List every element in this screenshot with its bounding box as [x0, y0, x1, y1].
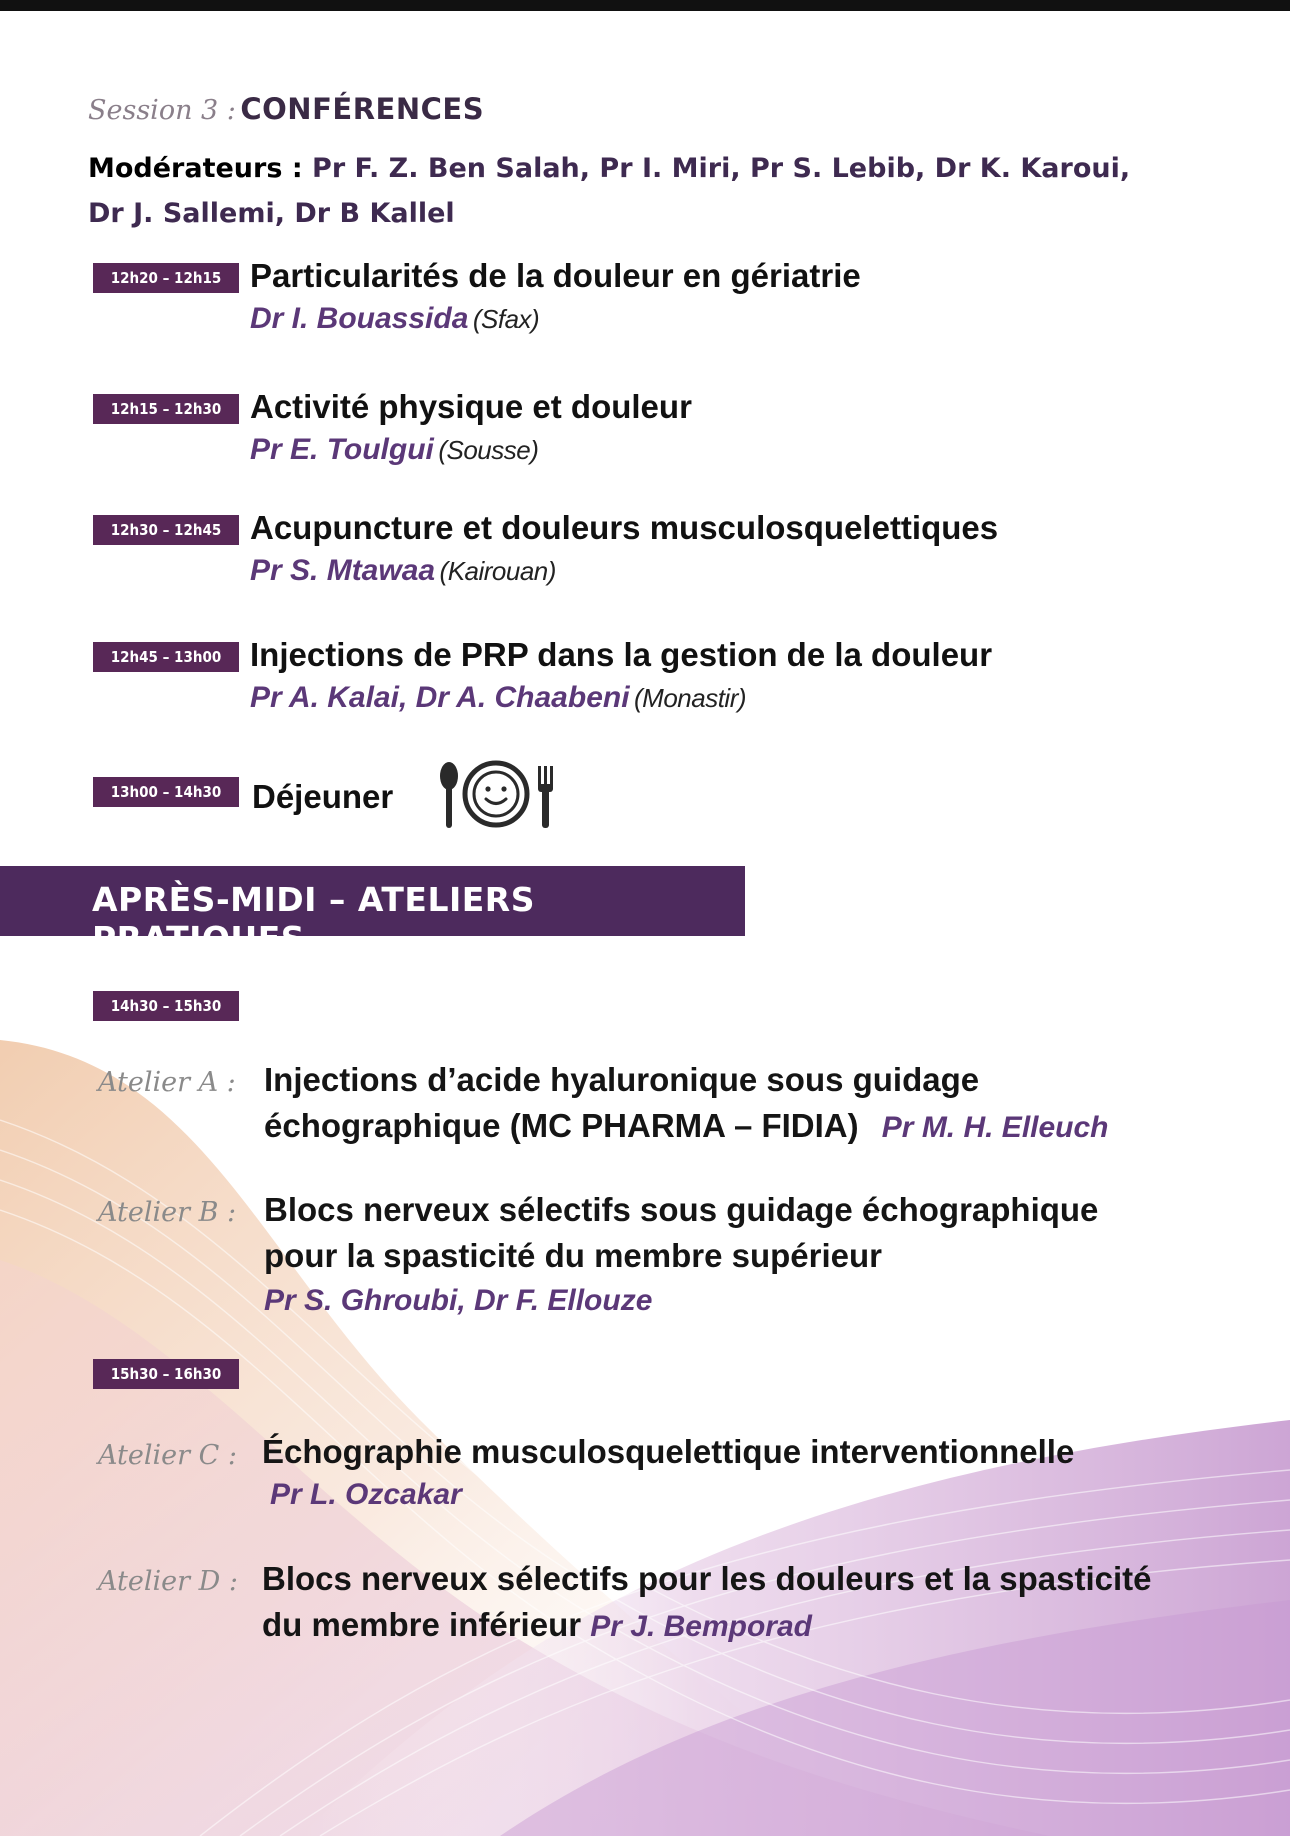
atelier-speaker: Pr M. H. Elleuch: [881, 1111, 1109, 1144]
talk-speaker-line: [250, 554, 556, 588]
atelier-title-line: Blocs nerveux sélectifs pour les douleurs et la spasticité: [262, 1560, 1152, 1597]
time-badge: 14h30 – 15h30: [93, 991, 239, 1021]
lunch-plate-icon: [436, 758, 562, 832]
lunch-title: Déjeuner: [252, 778, 394, 815]
talk-title: Acupuncture et douleurs musculosquelettiques: [250, 509, 999, 546]
moderators-line-2: Dr J. Sallemi, Dr B Kallel: [88, 198, 455, 229]
atelier-title-line: Blocs nerveux sélectifs sous guidage échographique: [264, 1191, 1099, 1228]
talk-city: (Sfax): [472, 304, 540, 334]
atelier-label: Atelier B :: [98, 1197, 237, 1228]
atelier-title-line: Échographie musculosquelettique interventionnelle: [262, 1433, 1075, 1470]
talk-speaker: Pr A. Kalai, Dr A. Chaabeni: [250, 681, 630, 714]
talk-city: (Monastir): [634, 683, 747, 713]
atelier-d: [262, 1556, 1152, 1650]
talk-speaker-line: [250, 433, 538, 467]
talk-title: Particularités de la douleur en gériatrie: [250, 257, 861, 294]
time-badge: 13h00 – 14h30: [93, 777, 239, 807]
atelier-label: Atelier C :: [98, 1440, 237, 1471]
atelier-speaker: Pr S. Ghroubi, Dr F. Ellouze: [264, 1284, 653, 1317]
session-label: Session 3 :: [88, 95, 236, 126]
atelier-title-line: du membre inférieur: [262, 1606, 582, 1643]
atelier-speaker: Pr J. Bemporad: [590, 1610, 812, 1643]
time-badge: 12h20 – 12h15: [93, 263, 239, 293]
talk-speaker: Dr I. Bouassida: [250, 302, 469, 335]
talk-speaker-line: [250, 681, 746, 715]
moderators-line-1: Pr F. Z. Ben Salah, Pr I. Miri, Pr S. Lebib, Dr K. Karoui,: [312, 153, 1131, 184]
top-edge-bar: [0, 0, 1290, 11]
atelier-title-line: pour la spasticité du membre supérieur: [264, 1237, 883, 1274]
atelier-c: [262, 1429, 1074, 1515]
talk-title: Injections de PRP dans la gestion de la douleur: [250, 636, 993, 673]
time-badge: 12h15 – 12h30: [93, 394, 239, 424]
atelier-label: Atelier D :: [98, 1566, 238, 1597]
afternoon-banner-title: APRÈS-MIDI – ATELIERS PRATIQUES: [92, 880, 535, 958]
atelier-title-line: Injections d’acide hyaluronique sous guidage: [264, 1061, 980, 1098]
moderators-block: [88, 146, 1130, 236]
moderators-label: Modérateurs :: [88, 153, 303, 184]
session-header: [88, 92, 484, 126]
session-title: CONFÉRENCES: [240, 92, 485, 126]
talk-title: Activité physique et douleur: [250, 388, 692, 425]
talk-city: (Kairouan): [439, 556, 556, 586]
talk-speaker-line: [250, 302, 539, 336]
afternoon-banner: [0, 866, 745, 958]
talk-city: (Sousse): [438, 435, 539, 465]
time-badge: 12h30 – 12h45: [93, 515, 239, 545]
atelier-b: [264, 1187, 1098, 1323]
atelier-title-line: échographique (MC PHARMA – FIDIA): [264, 1107, 859, 1144]
atelier-label: Atelier A :: [98, 1067, 236, 1098]
atelier-speaker: Pr L. Ozcakar: [270, 1478, 462, 1511]
atelier-a: [264, 1057, 1109, 1151]
time-badge: 12h45 – 13h00: [93, 642, 239, 672]
talk-speaker: Pr S. Mtawaa: [250, 554, 436, 587]
talk-speaker: Pr E. Toulgui: [250, 433, 434, 466]
time-badge: 15h30 – 16h30: [93, 1359, 239, 1389]
